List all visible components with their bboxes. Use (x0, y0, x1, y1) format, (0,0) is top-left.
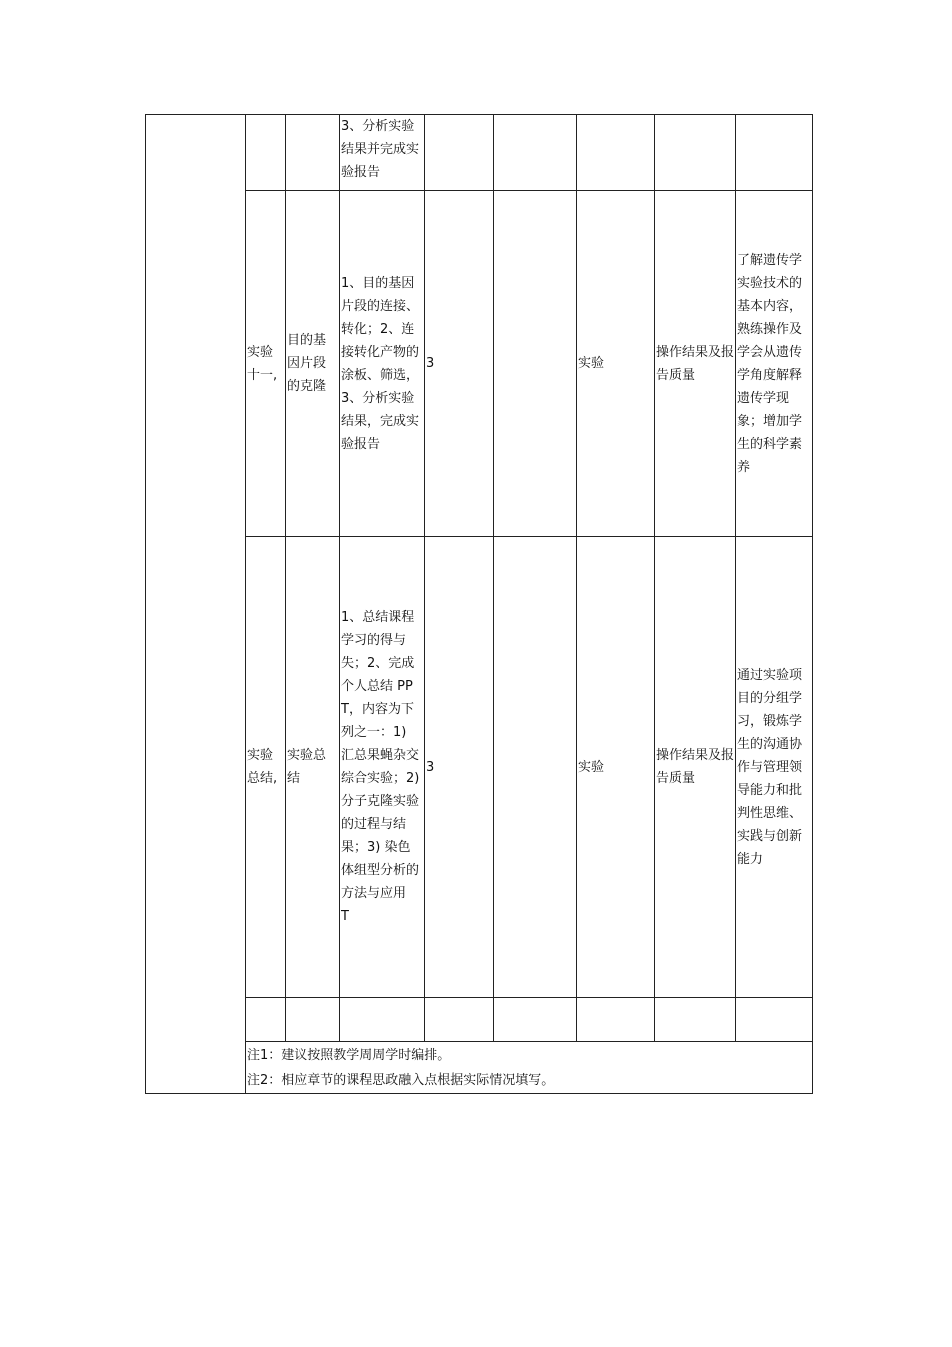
table-cell (655, 115, 736, 191)
table-cell (425, 115, 494, 191)
table-cell (425, 998, 494, 1042)
hours-cell: 3 (425, 191, 494, 537)
experiment-title-cell: 目的基因片段的克隆 (286, 191, 340, 537)
table-row (146, 998, 813, 1042)
table-row (146, 115, 813, 191)
teaching-method-cell: 实验 (577, 191, 655, 537)
table-cell (736, 115, 813, 191)
table-cell (655, 998, 736, 1042)
table-cell (246, 115, 286, 191)
table-row (146, 191, 813, 537)
experiment-number-cell: 实验十一, (246, 191, 286, 537)
course-schedule-table (145, 114, 813, 1094)
table-cell (494, 998, 577, 1042)
assessment-cell: 操作结果及报告质量 (655, 537, 736, 998)
experiment-content-cell: 1、总结课程学习的得与失；2、完成个人总结 PPT，内容为下列之一：1) 汇总果蝇杂交综合实验；2) 分子克隆实验的过程与结果；3) 染色体组型分析的方法与应用 T (340, 537, 425, 998)
table-cell (494, 115, 577, 191)
teaching-method-cell: 实验 (577, 537, 655, 998)
table-row (146, 537, 813, 998)
table-cell (246, 998, 286, 1042)
table-cell (494, 191, 577, 537)
note-1: 注1：建议按照教学周周学时编排。 (247, 1047, 451, 1063)
table-cell (577, 115, 655, 191)
assessment-cell: 操作结果及报告质量 (655, 191, 736, 537)
table-cell (340, 998, 425, 1042)
experiment-title-cell: 实验总结 (286, 537, 340, 998)
table-cell (577, 998, 655, 1042)
table-cell (286, 998, 340, 1042)
experiment-number-cell: 实验总结, (246, 537, 286, 998)
hours-cell: 3 (425, 537, 494, 998)
table-cell (494, 537, 577, 998)
table-row (146, 1042, 813, 1094)
ideological-goal-cell: 了解遗传学实验技术的基本内容，熟练操作及学会从遗传学角度解释遗传学现象；增加学生的科学素养 (736, 191, 813, 537)
experiment-content-cell: 3、分析实验结果并完成实验报告 (340, 115, 425, 191)
merged-left-cell (146, 115, 246, 1094)
table-cell (736, 998, 813, 1042)
experiment-content-cell: 1、目的基因片段的连接、转化；2、连接转化产物的涂板、筛选， 3、分析实验结果，完成实验报告 (340, 191, 425, 537)
note-2: 注2：相应章节的课程思政融入点根据实际情况填写。 (247, 1072, 555, 1088)
table-cell (286, 115, 340, 191)
table-notes (246, 1042, 813, 1094)
ideological-goal-cell: 通过实验项目的分组学习，锻炼学生的沟通协作与管理领导能力和批判性思维、实践与创新能力 (736, 537, 813, 998)
